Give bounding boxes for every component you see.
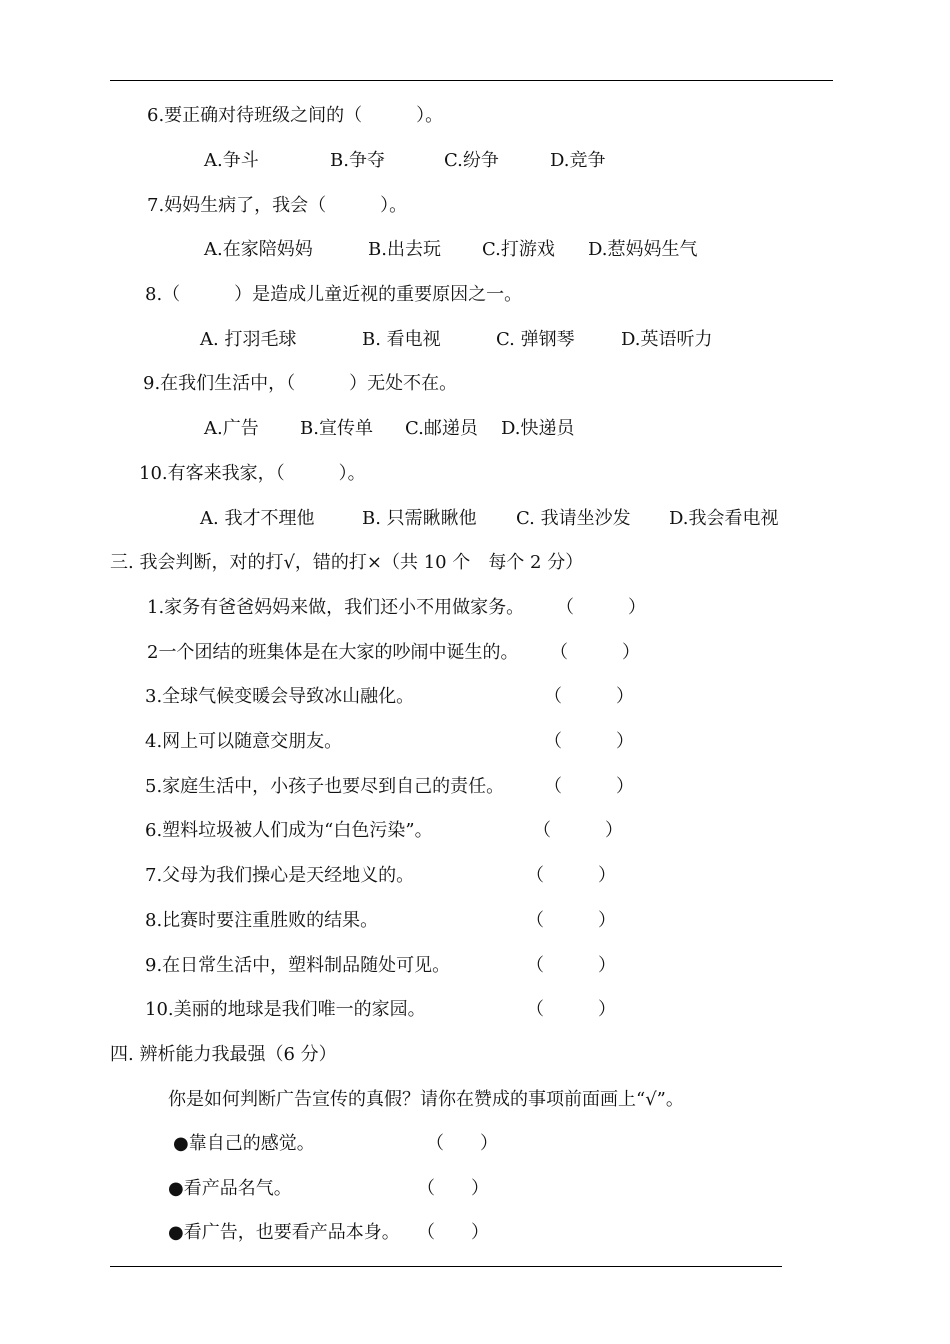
judgment-item-4: 4.网上可以随意交朋友。 [145, 731, 343, 752]
question-7-option-d: D.惹妈妈生气 [588, 239, 698, 260]
question-6-option-a: A.争斗 [204, 150, 259, 171]
question-6-option-d: D.竞争 [550, 150, 606, 171]
question-9-option-b: B.宣传单 [300, 418, 373, 439]
analysis-item-3: ●看广告，也要看产品本身。 [168, 1222, 400, 1243]
analysis-item-2: ●看产品名气。 [168, 1178, 292, 1199]
judgment-blank-5[interactable]: （ ） [544, 776, 634, 797]
judgment-blank-7[interactable]: （ ） [526, 865, 616, 886]
analysis-item-1: ●靠自己的感觉。 [173, 1133, 315, 1154]
judgment-item-3: 3.全球气候变暖会导致冰山融化。 [145, 686, 415, 707]
judgment-item-8: 8.比赛时要注重胜败的结果。 [145, 910, 379, 931]
judgment-blank-2[interactable]: （ ） [550, 642, 640, 663]
question-7-option-a: A.在家陪妈妈 [204, 239, 313, 260]
judgment-blank-8[interactable]: （ ） [526, 910, 616, 931]
question-8-option-b: B. 看电视 [362, 329, 441, 350]
judgment-item-7: 7.父母为我们操心是天经地义的。 [145, 865, 415, 886]
question-9-option-a: A.广告 [204, 418, 259, 439]
question-7-option-b: B.出去玩 [368, 239, 441, 260]
judgment-blank-9[interactable]: （ ） [526, 955, 616, 976]
footer-rule [110, 1266, 782, 1267]
question-10-option-d: D.我会看电视 [669, 508, 779, 529]
judgment-item-2: 2一个团结的班集体是在大家的吵闹中诞生的。 [147, 642, 519, 663]
judgment-blank-1[interactable]: （ ） [556, 597, 646, 618]
section-4-prompt: 你是如何判断广告宣传的真假？请你在赞成的事项前面画上“√”。 [168, 1089, 684, 1110]
question-8-option-d: D.英语听力 [621, 329, 713, 350]
judgment-blank-4[interactable]: （ ） [544, 731, 634, 752]
question-8-option-c: C. 弹钢琴 [496, 329, 575, 350]
judgment-item-9: 9.在日常生活中，塑料制品随处可见。 [145, 955, 451, 976]
question-9-option-d: D.快递员 [501, 418, 575, 439]
judgment-item-1: 1.家务有爸爸妈妈来做，我们还小不用做家务。 [147, 597, 525, 618]
question-7-stem: 7.妈妈生病了，我会（ ）。 [147, 195, 408, 216]
judgment-item-10: 10.美丽的地球是我们唯一的家园。 [145, 999, 426, 1020]
section-4-heading: 四. 辨析能力我最强（6 分） [110, 1044, 337, 1065]
judgment-item-6: 6.塑料垃圾被人们成为“白色污染”。 [145, 820, 433, 841]
judgment-blank-3[interactable]: （ ） [544, 686, 634, 707]
judgment-blank-10[interactable]: （ ） [526, 999, 616, 1020]
question-10-option-b: B. 只需瞅瞅他 [362, 508, 477, 529]
judgment-item-5: 5.家庭生活中，小孩子也要尽到自己的责任。 [145, 776, 505, 797]
question-8-option-a: A. 打羽毛球 [200, 329, 297, 350]
analysis-blank-2[interactable]: （ ） [417, 1178, 489, 1199]
question-10-option-a: A. 我才不理他 [200, 508, 315, 529]
question-6-option-c: C.纷争 [444, 150, 499, 171]
header-rule [110, 80, 833, 81]
question-9-option-c: C.邮递员 [405, 418, 478, 439]
question-7-option-c: C.打游戏 [482, 239, 555, 260]
analysis-blank-3[interactable]: （ ） [417, 1222, 489, 1243]
question-9-stem: 9.在我们生活中，（ ）无处不在。 [143, 373, 458, 394]
question-6-stem: 6.要正确对待班级之间的（ ）。 [147, 105, 444, 126]
question-8-stem: 8.（ ）是造成儿童近视的重要原因之一。 [145, 284, 523, 305]
question-10-stem: 10.有客来我家，（ ）。 [139, 463, 366, 484]
question-10-option-c: C. 我请坐沙发 [516, 508, 631, 529]
section-3-heading: 三. 我会判断，对的打√，错的打×（共 10 个 每个 2 分） [110, 552, 584, 573]
analysis-blank-1[interactable]: （ ） [426, 1133, 498, 1154]
judgment-blank-6[interactable]: （ ） [533, 820, 623, 841]
question-6-option-b: B.争夺 [330, 150, 385, 171]
